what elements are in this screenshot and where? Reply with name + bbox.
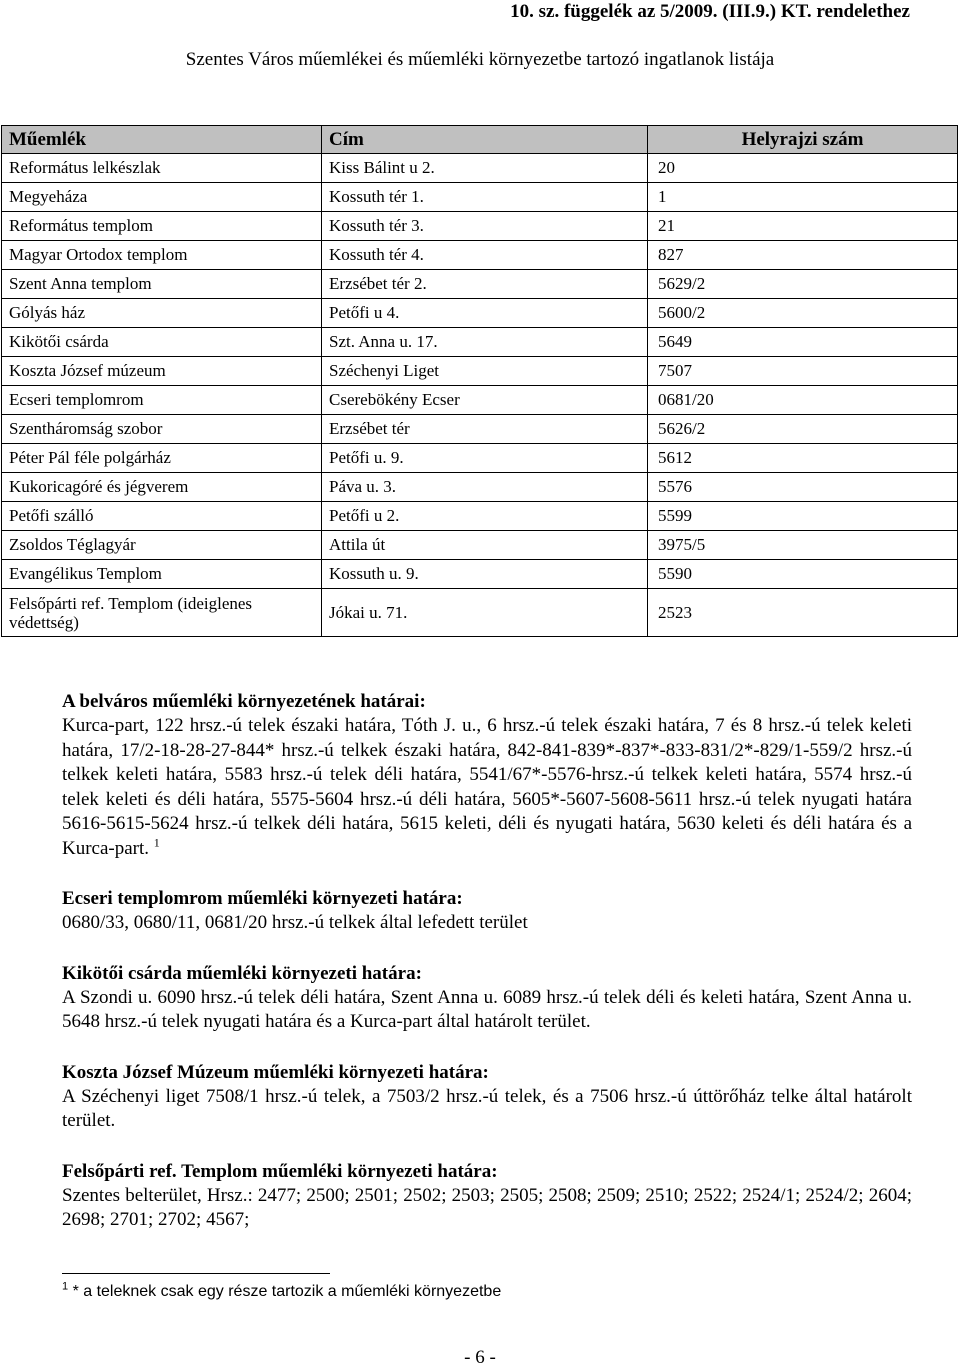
cell-parcel-number: 5626/2 (648, 415, 958, 444)
section-text (62, 714, 912, 861)
column-header-monument: Műemlék (2, 126, 322, 154)
section-body: 0680/33, 0680/11, 0681/20 hrsz.-ú telkek által lefedett terület (62, 912, 528, 933)
cell-monument: Péter Pál féle polgárház (2, 444, 322, 473)
section-text (62, 911, 912, 936)
cell-monument: Szent Anna templom (2, 270, 322, 299)
column-header-parcel-number: Helyrajzi szám (648, 126, 958, 154)
footnote-separator (62, 1273, 330, 1274)
cell-address: Kossuth tér 1. (322, 183, 648, 212)
boundary-section (62, 887, 912, 936)
table-row (2, 270, 958, 299)
table-row (2, 444, 958, 473)
cell-parcel-number: 0681/20 (648, 386, 958, 415)
page-number: - 6 - (464, 1347, 496, 1368)
cell-parcel-number: 7507 (648, 357, 958, 386)
cell-parcel-number: 5612 (648, 444, 958, 473)
cell-monument: Magyar Ortodox templom (2, 241, 322, 270)
table-row (2, 502, 958, 531)
cell-parcel-number: 2523 (648, 589, 958, 637)
cell-monument: Gólyás ház (2, 299, 322, 328)
cell-address: Kiss Bálint u 2. (322, 154, 648, 183)
boundary-section (62, 1160, 912, 1233)
cell-parcel-number: 827 (648, 241, 958, 270)
footnote-marker: 1 (62, 1280, 69, 1293)
table-row (2, 241, 958, 270)
section-body: Szentes belterület, Hrsz.: 2477; 2500; 2501; 2502; 2503; 2505; 2508; 2509; 2510; 2522; 2524/1; 2524/2; 2604; 2698; 2701; 2702; 4567; (62, 1184, 912, 1230)
cell-address: Cserebökény Ecser (322, 386, 648, 415)
boundary-section (62, 1061, 912, 1134)
section-body: A Széchenyi liget 7508/1 hrsz.-ú telek, a 7503/2 hrsz.-ú telek, és a 7506 hrsz.-ú úttörőház telke által határolt terület. (62, 1085, 912, 1131)
page-title: Szentes Város műemlékei és műemléki környezetbe tartozó ingatlanok listája (185, 49, 775, 70)
table-row (2, 328, 958, 357)
cell-parcel-number: 5590 (648, 560, 958, 589)
cell-parcel-number: 21 (648, 212, 958, 241)
cell-address: Erzsébet tér (322, 415, 648, 444)
footnote-reference: 1 (153, 835, 160, 850)
section-heading: Ecseri templomrom műemléki környezeti határa: (62, 888, 463, 909)
cell-monument: Szentháromság szobor (2, 415, 322, 444)
cell-parcel-number: 5599 (648, 502, 958, 531)
column-header-address: Cím (322, 126, 648, 154)
section-heading: Kikötői csárda műemléki környezeti határa: (62, 962, 422, 984)
cell-parcel-number: 1 (648, 183, 958, 212)
monument-table (1, 125, 958, 637)
section-text (62, 1085, 912, 1134)
section-body: A Szondi u. 6090 hrsz.-ú telek déli határa, Szent Anna u. 6089 hrsz.-ú telek déli és keleti határa, Szent Anna u. 5648 hrsz.-ú telek nyugati határa és a Kurca-part által határolt terület. (62, 986, 912, 1032)
table-row (2, 589, 958, 637)
cell-monument: Református templom (2, 212, 322, 241)
cell-address: Petőfi u 2. (322, 502, 648, 531)
table-row (2, 473, 958, 502)
cell-parcel-number: 5600/2 (648, 299, 958, 328)
cell-address: Széchenyi Liget (322, 357, 648, 386)
cell-monument: Petőfi szálló (2, 502, 322, 531)
table-row (2, 560, 958, 589)
table-body (2, 154, 958, 637)
cell-parcel-number: 20 (648, 154, 958, 183)
cell-parcel-number: 5649 (648, 328, 958, 357)
cell-address: Páva u. 3. (322, 473, 648, 502)
cell-address: Jókai u. 71. (322, 589, 648, 637)
section-text (62, 1184, 912, 1233)
table-header-row (2, 126, 958, 154)
table-row (2, 415, 958, 444)
cell-parcel-number: 5629/2 (648, 270, 958, 299)
footnote-text: * a teleknek csak egy része tartozik a műemléki környezetbe (68, 1283, 502, 1300)
table-row (2, 183, 958, 212)
cell-parcel-number: 5576 (648, 473, 958, 502)
table-row (2, 154, 958, 183)
table-row (2, 357, 958, 386)
table-row (2, 531, 958, 560)
footnote (62, 1280, 912, 1304)
section-body: Kurca-part, 122 hrsz.-ú telek északi határa, Tóth J. u., 6 hrsz.-ú telek északi határa, 7 és 8 hrsz.-ú telek keleti határa, 17/2-18-28-27-844* hrsz.-ú telkek északi határa, 842-841-839*-837*-833-831/2*-829/1-559/2 hrsz.-ú telkek keleti határa, 5583 hrsz.-ú telek déli határa, 5541/67*-5576-hrsz.-ú telkek keleti határa, 5574 hrsz.-ú telek keleti és déli határa, 5575-5604 hrsz.-ú déli határa, 5605*-5607-5608-5611 hrsz.-ú telek nyugati határa 5616-5615-5624 hrsz.-ú telkek déli határa, 5615 keleti, déli és nyugati határa, 5630 keleti és déli határa és a Kurca-part. (62, 715, 912, 859)
cell-address: Erzsébet tér 2. (322, 270, 648, 299)
cell-monument: Kikötői csárda (2, 328, 322, 357)
cell-address: Kossuth tér 4. (322, 241, 648, 270)
cell-address: Kossuth u. 9. (322, 560, 648, 589)
cell-monument: Zsoldos Téglagyár (2, 531, 322, 560)
boundary-section (62, 962, 912, 1035)
table-row (2, 386, 958, 415)
cell-monument: Felsőpárti ref. Templom (ideiglenes védettség) (2, 589, 322, 637)
cell-address: Szt. Anna u. 17. (322, 328, 648, 357)
boundary-sections (62, 690, 912, 1259)
table-row (2, 299, 958, 328)
cell-address: Petőfi u 4. (322, 299, 648, 328)
cell-monument: Evangélikus Templom (2, 560, 322, 589)
section-heading: A belváros műemléki környezetének határai: (62, 691, 426, 712)
section-heading: Felsőpárti ref. Templom műemléki környezeti határa: (62, 1160, 498, 1182)
cell-monument: Megyeháza (2, 183, 322, 212)
cell-monument: Ecseri templomrom (2, 386, 322, 415)
cell-parcel-number: 3975/5 (648, 531, 958, 560)
boundary-section (62, 690, 912, 861)
table-row (2, 212, 958, 241)
section-text (62, 986, 912, 1035)
cell-monument: Református lelkészlak (2, 154, 322, 183)
cell-address: Petőfi u. 9. (322, 444, 648, 473)
cell-monument: Koszta József múzeum (2, 357, 322, 386)
appendix-reference: 10. sz. függelék az 5/2009. (III.9.) KT. rendelethez (510, 1, 910, 22)
cell-address: Kossuth tér 3. (322, 212, 648, 241)
section-heading: Koszta József Múzeum műemléki környezeti határa: (62, 1061, 489, 1083)
cell-monument: Kukoricagóré és jégverem (2, 473, 322, 502)
cell-address: Attila út (322, 531, 648, 560)
